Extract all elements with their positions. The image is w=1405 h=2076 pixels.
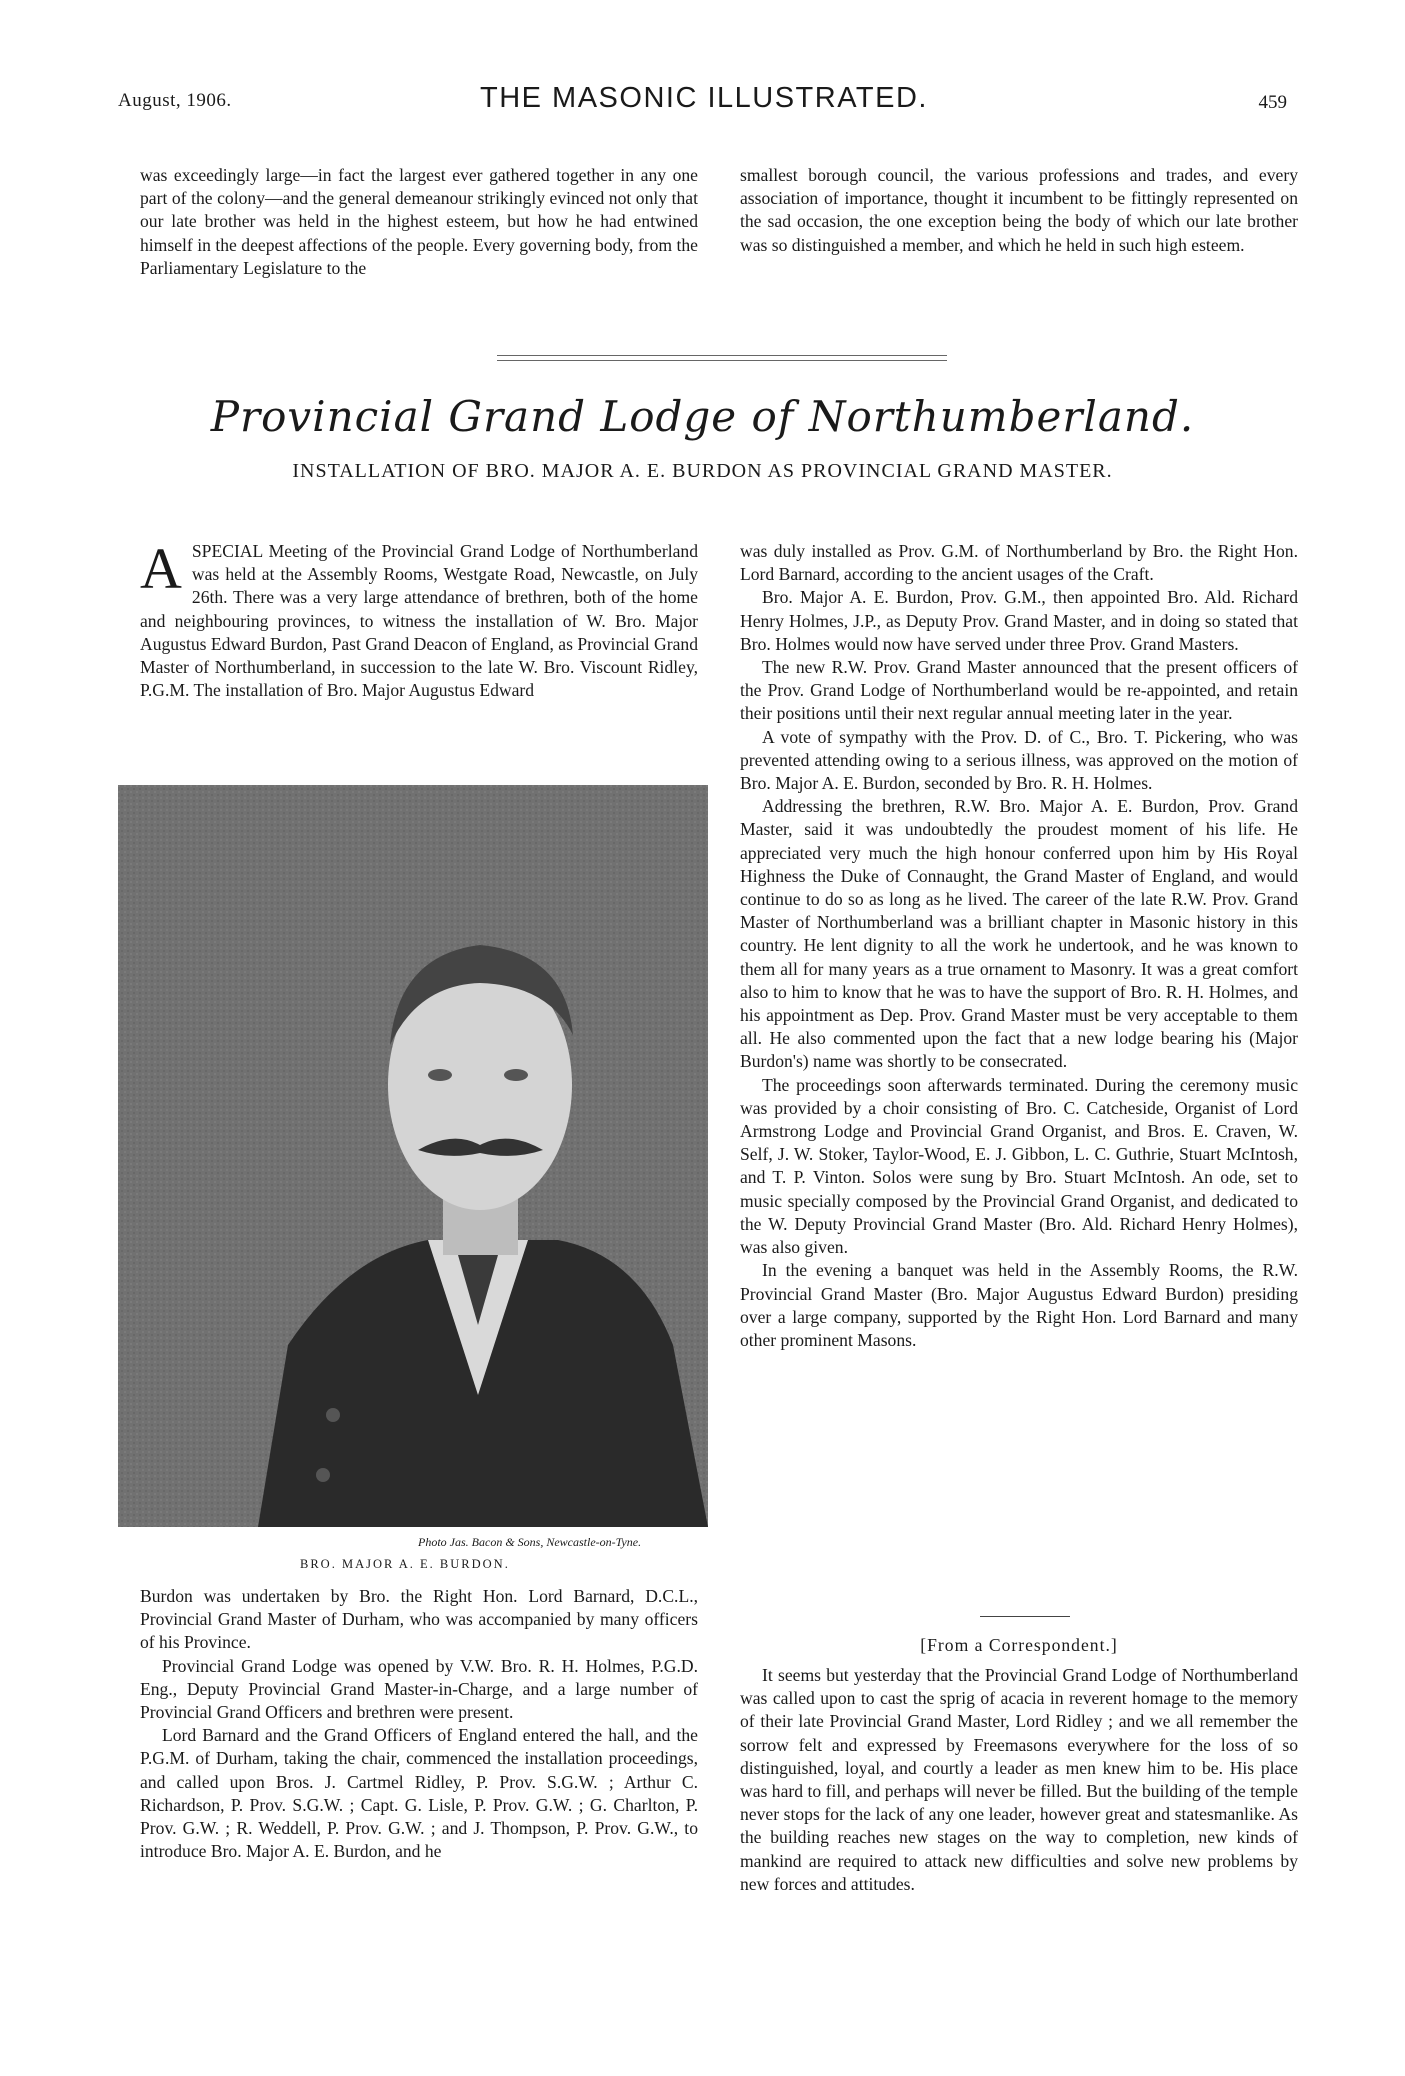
page-number: 459 — [1258, 92, 1287, 113]
divider — [980, 1616, 1070, 1617]
paragraph: Provincial Grand Lodge was opened by V.W. Bro. R. H. Holmes, P.G.D. Eng., Deputy Provincial Grand Master-in-Charge, and a large number of Provincial Grand Officers and brethren were present. — [140, 1655, 698, 1723]
article-title: Provincial Grand Lodge of Northumberland. — [210, 392, 1195, 441]
photo-credit: Photo Jas. Bacon & Sons, Newcastle-on-Tyne. — [418, 1535, 642, 1549]
article-subtitle: INSTALLATION OF BRO. MAJOR A. E. BURDON AS PROVINCIAL GRAND MASTER. — [292, 460, 1113, 482]
intro-right-text: smallest borough council, the various professions and trades, and every association of importance, thought it incumbent to be fittingly represented on the sad occasion, the one exception being the body of which our late brother was so distinguished a member, and which he held in such high esteem. — [740, 165, 1298, 255]
publication-title: THE MASONIC ILLUSTRATED. — [480, 82, 928, 114]
section-divider — [497, 355, 947, 356]
photo-caption: BRO. MAJOR A. E. BURDON. — [300, 1557, 510, 1571]
left-column-continued — [140, 1585, 698, 1863]
paragraph: Burdon was undertaken by Bro. the Right Hon. Lord Barnard, D.C.L., Provincial Grand Master of Durham, who was accompanied by many officers of his Province. — [140, 1586, 698, 1653]
correspondent-column — [740, 1664, 1298, 1896]
paragraph: Addressing the brethren, R.W. Bro. Major A. E. Burdon, Prov. Grand Master, said it was undoubtedly the proudest moment of his life. He appreciated very much the high honour conferred upon him by His Royal Highness the Duke of Connaught, the Grand Master of England, and would continue to do so as long as he lived. The career of the late R.W. Prov. Grand Master of Northumberland was a brilliant chapter in Masonic history in this country. He lent dignity to all the work he undertook, and he was known to them all for many years as a true ornament to Masonry. It was a great comfort also to him to know that he was to have the support of Bro. R. H. Holmes, and his appointment as Dep. Prov. Grand Master must be very acceptable to them all. He also commented upon the fact that a new lodge bearing his (Major Burdon's) name was shortly to be consecrated. — [740, 796, 1298, 1072]
paragraph: The new R.W. Prov. Grand Master announced that the present officers of the Prov. Grand Lodge of Northumberland would be re-appointed, and retain their positions until their next regular annual meeting later in the year. — [740, 657, 1298, 724]
paragraph: Bro. Major A. E. Burdon, Prov. G.M., then appointed Bro. Ald. Richard Henry Holmes, J.P., as Deputy Prov. Grand Master, and in doing so stated that Bro. Holmes would now have served under three Prov. Grand Masters. — [740, 587, 1298, 654]
lead-text: SPECIAL Meeting of the Provincial Grand Lodge of Northumberland was held at the Assembly Rooms, Westgate Road, Newcastle, on July 26th. There was a very large attendance of brethren, both of the home and neighbouring provinces, to witness the installation of W. Bro. Major Augustus Edward Burdon, Past Grand Deacon of England, as Provincial Grand Master of Northumberland, in succession to the late W. Bro. Viscount Ridley, P.G.M. The installation of Bro. Major Augustus Edward — [140, 541, 699, 701]
right-column — [740, 540, 1298, 1352]
paragraph: In the evening a banquet was held in the Assembly Rooms, the R.W. Provincial Grand Master (Bro. Major Augustus Edward Burdon) presiding over a large company, supported by the Right Hon. Lord Barnard and many other prominent Masons. — [740, 1260, 1298, 1350]
issue-date: August, 1906. — [118, 90, 232, 111]
drop-cap: A — [140, 536, 182, 601]
portrait-photo — [118, 785, 708, 1527]
paragraph: A vote of sympathy with the Prov. D. of C., Bro. T. Pickering, who was prevented attending owing to a serious illness, was approved on the motion of Bro. Major A. E. Burdon, seconded by Bro. R. H. Holmes. — [740, 726, 1298, 794]
intro-left-text: was exceedingly large—in fact the largest ever gathered together in any one part of the colony—and the general demeanour strikingly evinced not only that our late brother was held in the highest esteem, but how he had entwined himself in the deepest affections of the people. Every governing body, from the Parliamentary Legislature to the — [140, 165, 698, 278]
paragraph: The proceedings soon afterwards terminated. During the ceremony music was provided by a choir consisting of Bro. C. Catcheside, Organist of Lord Armstrong Lodge and Provincial Grand Organist, and Bros. E. Craven, W. Self, J. W. Stoker, Taylor-Wood, E. J. Gibbon, L. C. Guthrie, Stuart McIntosh, and T. P. Vinton. Solos were sung by Bro. Stuart McIntosh. An ode, set to music specially composed by the Provincial Grand Organist, and dedicated to the W. Deputy Provincial Grand Master (Bro. Ald. Richard Henry Holmes), was also given. — [740, 1074, 1298, 1258]
paragraph: was duly installed as Prov. G.M. of Northumberland by Bro. the Right Hon. Lord Barnard, according to the ancient usages of the Craft. — [740, 541, 1298, 585]
article-lead — [140, 536, 699, 702]
correspondent-text: It seems but yesterday that the Provincial Grand Lodge of Northumberland was called upon to cast the sprig of acacia in reverent homage to the memory of their late Provincial Grand Master, Lord Ridley ; and we all remember the sorrow felt and expressed by Freemasons everywhere for the loss of so distinguished, loyal, and courtly a leader as men knew him to be. His place was hard to fill, and perhaps will never be filled. But the building of the temple never stops for the lack of any one leader, however great and statesmanlike. As the building reaches new stages on the way to completion, new kinds of mankind are required to attack new difficulties and solve new problems by new forces and attitudes. — [740, 1665, 1298, 1894]
section-divider-double — [497, 360, 947, 361]
portrait-illustration — [118, 785, 708, 1527]
correspondent-heading: [From a Correspondent.] — [920, 1635, 1118, 1655]
paragraph: Lord Barnard and the Grand Officers of England entered the hall, and the P.G.M. of Durham, taking the chair, commenced the installation proceedings, and called upon Bros. J. Cartmel Ridley, P. Prov. S.G.W. ; Arthur C. Richardson, P. Prov. S.G.W. ; Capt. G. Lisle, P. Prov. G.W. ; G. Charlton, P. Prov. G.W. ; R. Weddell, P. Prov. G.W. ; and J. Thompson, P. Prov. G.W., to introduce Bro. Major A. E. Burdon, and he — [140, 1725, 698, 1862]
intro-right-column — [740, 164, 1298, 257]
intro-left-column — [140, 164, 698, 280]
